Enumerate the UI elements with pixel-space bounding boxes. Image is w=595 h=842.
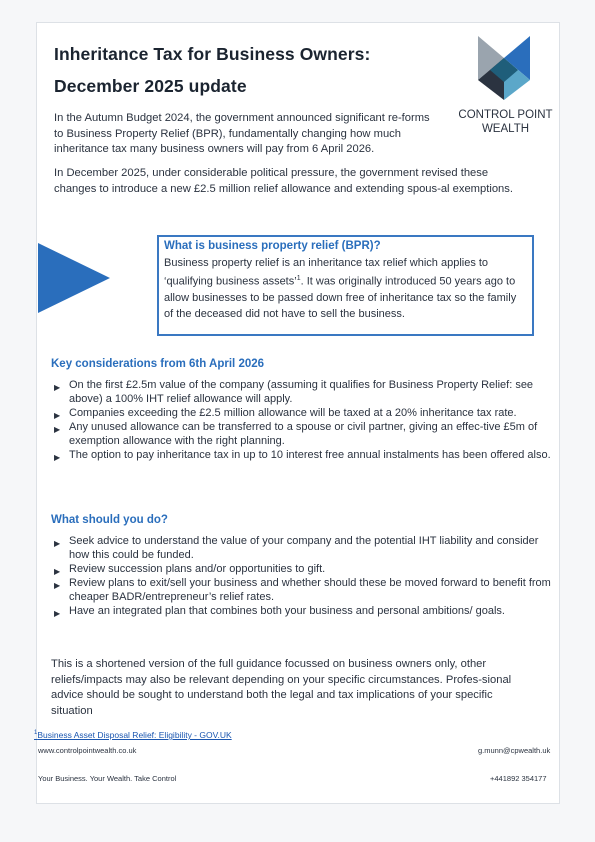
list-item-text: Any unused allowance can be transferred to a spouse or civil partner, giving an effec-tive £5m of exemption allowance with the right planning. [69,421,538,447]
brand-name [448,108,563,136]
bullet-arrow-icon: ▶ [54,539,61,548]
key-considerations-list [54,378,554,462]
list-item [54,406,554,420]
list-item [54,534,554,562]
bullet-arrow-icon: ▶ [54,609,61,618]
list-item [54,576,554,604]
callout-body [164,255,526,322]
list-item-text: Companies exceeding the £2.5 million allowance will be taxed at a 20% inheritance tax rate. [69,407,517,419]
footer-phone: +441892 354177 [490,774,547,783]
what-to-do-list [54,534,554,618]
footer-tagline: Your Business. Your Wealth. Take Control [38,774,177,783]
callout-heading: What is business property relief (BPR)? [164,240,381,252]
bullet-arrow-icon: ▶ [54,453,61,462]
callout-body-part-a: Business property relief is an inheritance tax relief which applies to ‘qualifying business assets’ [164,257,489,288]
list-item-text: Review succession plans and/or opportunities to gift. [69,563,326,575]
bpr-callout-box [157,235,534,336]
list-item [54,378,554,406]
bullet-arrow-icon: ▶ [54,411,61,420]
bullet-arrow-icon: ▶ [54,567,61,576]
footnote-link[interactable]: Business Asset Disposal Relief: Eligibility - GOV.UK [37,730,232,740]
intro-paragraph-2: In December 2025, under considerable political pressure, the government revised these changes to introduce a new £2.5 million relief allowance and extending spous-al exemptions. [54,167,513,195]
play-arrow-icon [38,243,110,313]
brand-line2: WEALTH [481,123,530,135]
list-item [54,604,554,618]
footnote-number: 1 [34,730,38,737]
footer-email[interactable]: g.munn@cpwealth.uk [478,746,551,755]
footer-website[interactable]: www.controlpointwealth.co.uk [38,746,137,755]
key-considerations-heading: Key considerations from 6th April 2026 [51,358,265,370]
list-item [54,420,554,448]
page-title-line1: Inheritance Tax for Business Owners: [54,44,371,64]
list-item-text: Seek advice to understand the value of your company and the potential IHT liability and consider how this could be funded. [69,535,539,561]
control-point-logo [478,36,530,100]
closing-paragraph: This is a shortened version of the full guidance focussed on business owners only, other reliefs/impacts may also be relevant depending on your specific circumstances. Profes-sional advice should be sought to understand both the legal and tax implications of your specific situation [51,658,512,717]
list-item-text: Have an integrated plan that combines both your business and personal ambitions/ goals. [69,605,505,617]
list-item-text: On the first £2.5m value of the company (assuming it qualifies for Business Property Relief: see above) a 100% IHT relief allowance will apply. [69,379,534,405]
list-item-text: Review plans to exit/sell your business and whether should these be moved forward to benefit from cheaper BADR/entrepreneur’s relief rates. [69,577,551,603]
page-title-line2: December 2025 update [54,76,247,96]
list-item-text: The option to pay inheritance tax in up to 10 interest free annual instalments has been offered also. [69,449,551,461]
footnote-marker: 1 [296,275,301,282]
what-to-do-heading: What should you do? [51,514,168,526]
intro-paragraph-1: In the Autumn Budget 2024, the government announced significant re-forms to Business Property Relief (BPR), fundamentally changing how much inheritance tax many business owners will pay from 6 April 2026. [54,112,430,155]
bullet-arrow-icon: ▶ [54,425,61,434]
bullet-arrow-icon: ▶ [54,383,61,392]
list-item [54,448,554,462]
brand-line1: CONTROL POINT [458,109,553,121]
footnote[interactable] [34,730,232,740]
bullet-arrow-icon: ▶ [54,581,61,590]
list-item [54,562,554,576]
callout-body-part-b: . It was originally introduced 50 years ago to allow businesses to be passed down free of inheritance tax so the family of the deceased did not have to sell the business. [164,275,517,320]
